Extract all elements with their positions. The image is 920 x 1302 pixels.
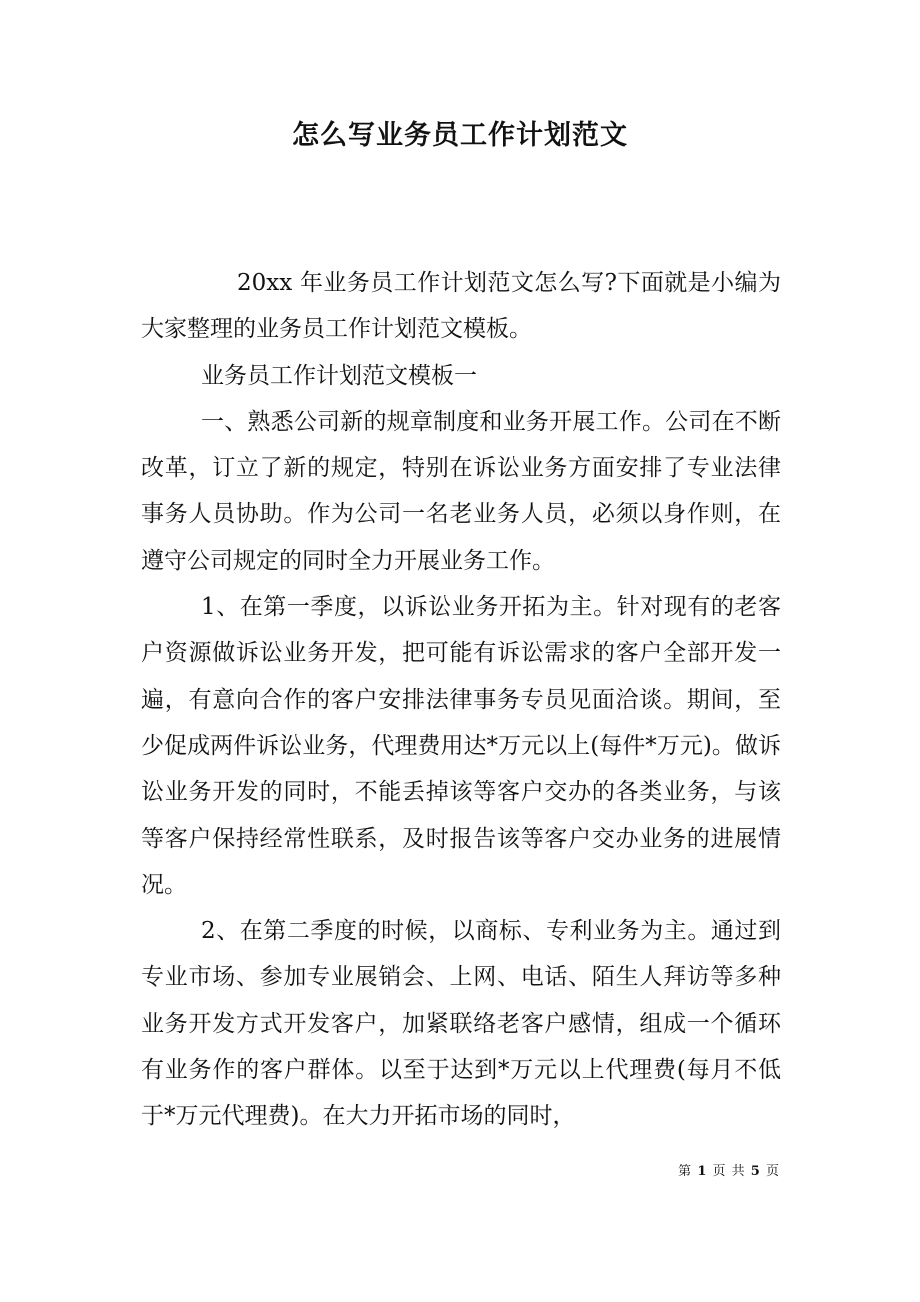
footer-suffix: 页 xyxy=(765,1164,780,1179)
section-heading: 业务员工作计划范文模板一 xyxy=(201,362,477,389)
page-footer xyxy=(600,1163,780,1181)
paragraph-1: 一、熟悉公司新的规章制度和业务开展工作。公司在不断改革，订立了新的规定，特别在诉讼业务方面安排了专业法律事务人员协助。作为公司一名老业务人员，必须以身作则，在遵守公司规定的同时全力开展业务工作。 xyxy=(141,408,781,574)
paragraph-3: 2、在第二季度的时候，以商标、专利业务为主。通过到专业市场、参加专业展销会、上网、电话、陌生人拜访等多种业务开发方式开发客户，加紧联络老客户感情，组成一个循环有业务作的客户群体。以至于达到*万元以上代理费(每月不低于*万元代理费)。在大力开拓市场的同时， xyxy=(141,918,781,1130)
document-title: 怎么写业务员工作计划范文 xyxy=(292,120,628,151)
footer-total-pages: 5 xyxy=(750,1164,761,1179)
paragraph-2: 1、在第一季度，以诉讼业务开拓为主。针对现有的老客户资源做诉讼业务开发，把可能有诉讼需求的客户全部开发一遍，有意向合作的客户安排法律事务专员见面洽谈。期间，至少促成两件诉讼业务，代理费用达*万元以上(每件*万元)。做诉讼业务开发的同时，不能丢掉该等客户交办的各类业务，与该等客户保持经常性联系，及时报告该等客户交办业务的进展情况。 xyxy=(141,594,781,898)
paragraph-intro: 20xx 年业务员工作计划范文怎么写?下面就是小编为大家整理的业务员工作计划范文模板。 xyxy=(141,270,781,343)
footer-middle: 页 共 xyxy=(712,1164,746,1179)
footer-page-number: 1 xyxy=(697,1164,708,1179)
footer-prefix: 第 xyxy=(678,1164,693,1179)
document-body xyxy=(141,260,781,1140)
